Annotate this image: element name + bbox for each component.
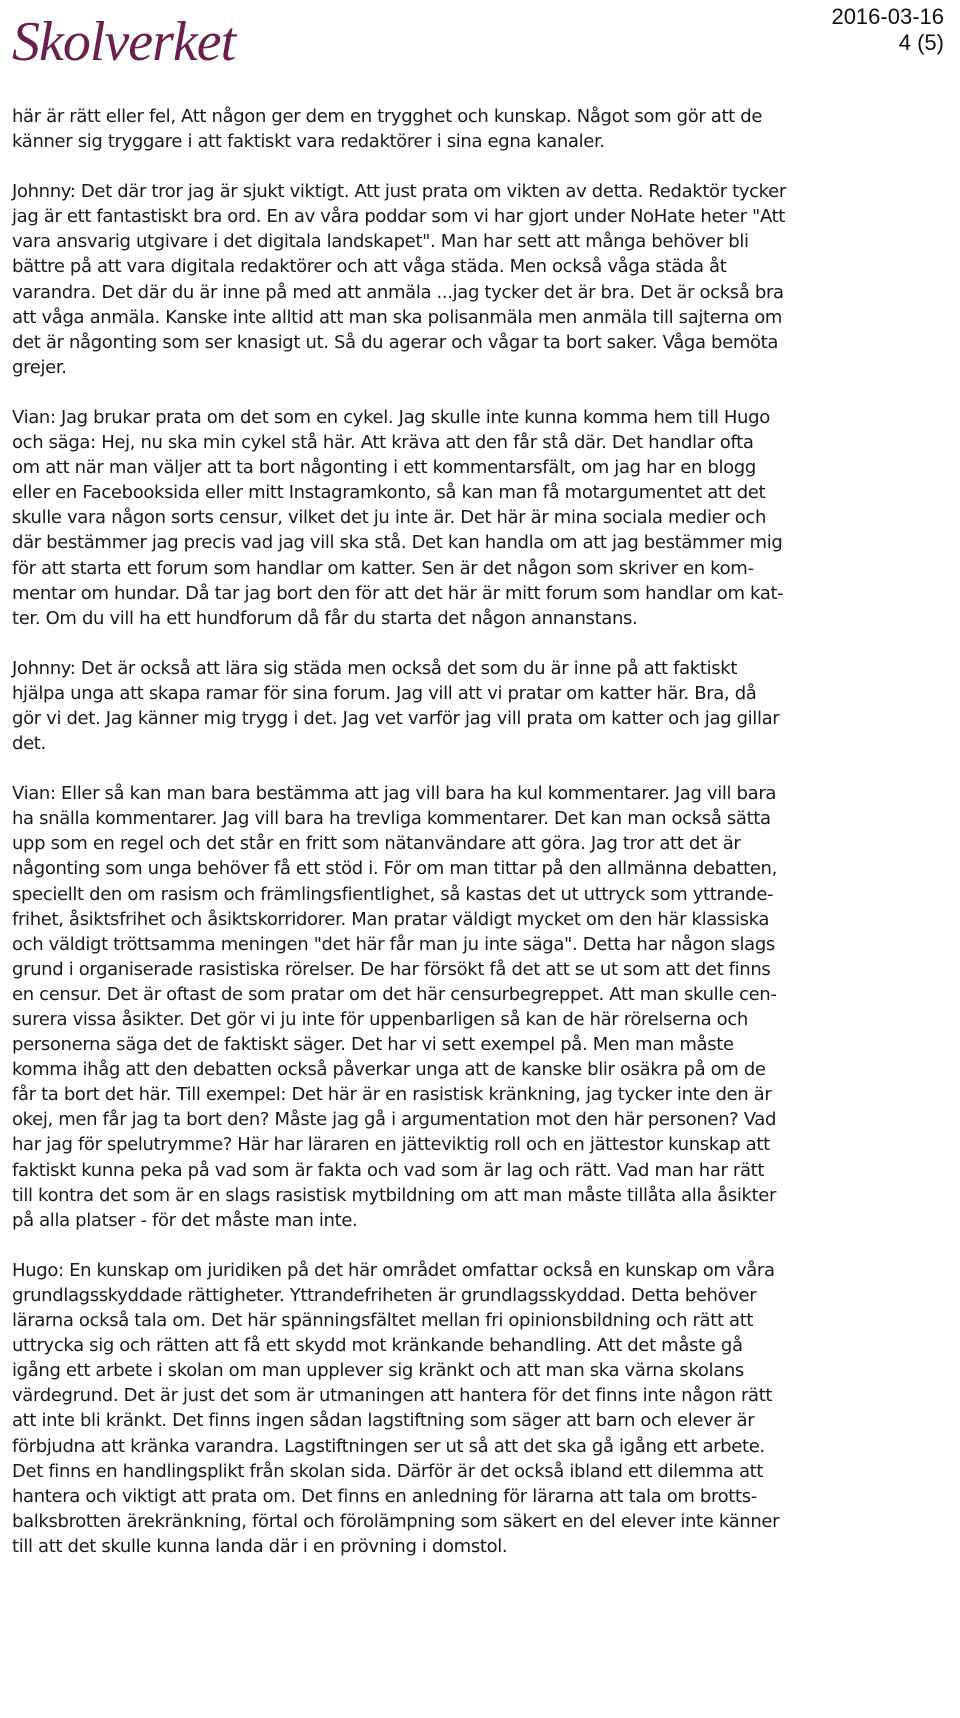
text-line: och säga: Hej, nu ska min cykel stå här. Att kräva att den får stå där. Det handlar ofta: [12, 432, 754, 454]
text-line: där bestämmer jag precis vad jag vill ska stå. Det kan handla om att jag bestämmer mig: [12, 532, 783, 554]
text-line: förbjudna att kränka varandra. Lagstiftningen ser ut så att det ska gå igång ett arbete.: [12, 1435, 765, 1457]
text-line: en censur. Det är oftast de som pratar om det här censurbegreppet. Att man skulle cen-: [12, 983, 777, 1005]
text-line: gör vi det. Jag känner mig trygg i det. Jag vet varför jag vill prata om katter och jag gillar: [12, 707, 780, 729]
paragraph: [12, 179, 950, 380]
text-line: någonting som unga behöver få ett stöd i. För om man tittar på den allmänna debatten,: [12, 858, 777, 880]
text-line: får ta bort det här. Till exempel: Det här är en rasistisk kränkning, jag tycker inte den är: [12, 1084, 772, 1106]
text-line: har jag för spelutrymme? Här har läraren en jätteviktig roll och en jättestor kunskap att: [12, 1134, 770, 1156]
text-line: värdegrund. Det är just det som är utmaningen att hantera för det finns inte någon rätt: [12, 1385, 773, 1407]
text-line: ha snälla kommentarer. Jag vill bara ha trevliga kommentarer. Det kan man också sätta: [12, 808, 771, 830]
text-line: Johnny: Det är också att lära sig städa men också det som du är inne på att faktiskt: [12, 657, 738, 679]
text-line: mentar om hundar. Då tar jag bort den för att det här är mitt forum som handlar om kat-: [12, 582, 784, 604]
text-line: ter. Om du vill ha ett hundforum då får du starta det någon annanstans.: [12, 607, 638, 629]
text-line: på alla platser - för det måste man inte.: [12, 1209, 358, 1231]
text-line: surera vissa åsikter. Det gör vi ju inte för uppenbarligen så kan de här rörelserna och: [12, 1009, 748, 1030]
text-line: varandra. Det där du är inne på med att anmäla ...jag tycker det är bra. Det är också bra: [12, 281, 784, 303]
text-line: personerna säga det de faktiskt säger. Det har vi sett exempel på. Men man måste: [12, 1034, 734, 1056]
text-line: att inte bli kränkt. Det finns ingen sådan lagstiftning som säger att barn och elever är: [12, 1410, 755, 1432]
page-number: 4 (5): [898, 30, 944, 55]
text-line: okej, men får jag ta bort den? Måste jag gå i argumentation mot den här personen? Vad: [12, 1109, 777, 1131]
text-line: vara ansvarig utgivare i det digitala landskapet". Man har sett att många behöver bli: [12, 231, 749, 253]
text-line: Hugo: En kunskap om juridiken på det här området omfattar också en kunskap om våra: [12, 1259, 775, 1281]
text-line: här är rätt eller fel, Att någon ger dem en trygghet och kunskap. Något som gör att de: [12, 106, 763, 127]
text-line: lärarna också tala om. Det här spänningsfältet mellan fri opinionsbildning och rätt att: [12, 1310, 754, 1332]
text-line: hjälpa unga att skapa ramar för sina forum. Jag vill att vi pratar om katter här. Bra, då: [12, 682, 757, 704]
text-line: upp som en regel och det står en fritt som nätanvändare att göra. Jag tror att det är: [12, 833, 741, 855]
text-line: skulle vara någon sorts censur, vilket det ju inte är. Det här är mina sociala medier och: [12, 507, 767, 529]
text-line: hantera och viktigt att prata om. Det finns en anledning för lärarna att tala om brotts-: [12, 1485, 757, 1507]
text-line: bättre på att vara digitala redaktörer och att våga städa. Men också våga städa åt: [12, 256, 727, 278]
text-line: komma ihåg att den debatten också påverkar unga att de kanske blir osäkra på om de: [12, 1059, 766, 1081]
text-line: grund i organiserade rasistiska rörelser. De har försökt få det att se ut som att det finns: [12, 958, 771, 980]
text-line: Vian: Eller så kan man bara bestämma att jag vill bara ha kul kommentarer. Jag vill bara: [12, 783, 777, 805]
text-line: jag är ett fantastiskt bra ord. En av våra poddar som vi har gjort under NoHate heter "Att: [12, 206, 786, 228]
paragraph: [12, 781, 950, 1233]
text-line: grundlagsskyddade rättigheter. Yttrandefriheten är grundlagsskyddad. Detta behöver: [12, 1284, 757, 1306]
text-line: Det finns en handlingsplikt från skolan sida. Därför är det också ibland ett dilemma att: [12, 1460, 764, 1482]
paragraph: [12, 104, 950, 154]
text-line: om att när man väljer att ta bort någonting i ett kommentarsfält, om jag har en blogg: [12, 457, 756, 479]
document-body: [12, 104, 950, 1584]
document-date: 2016-03-16: [831, 4, 944, 29]
skolverket-logo: [10, 2, 275, 78]
text-line: till kontra det som är en slags rasistisk mytbildning om att man måste tillåta alla åsikter: [12, 1184, 777, 1206]
text-line: Vian: Jag brukar prata om det som en cykel. Jag skulle inte kunna komma hem till Hugo: [12, 406, 770, 428]
text-line: eller en Facebooksida eller mitt Instagramkonto, så kan man få motargumentet att det: [12, 482, 766, 504]
text-line: igång ett arbete i skolan om man upplever sig kränkt och att man ska värna skolans: [12, 1360, 744, 1382]
text-line: till att det skulle kunna landa där i en prövning i domstol.: [12, 1535, 508, 1557]
text-line: balksbrotten ärekränkning, förtal och förolämpning som säkert en del elever inte känner: [12, 1510, 780, 1532]
paragraph: [12, 656, 950, 756]
text-line: grejer.: [12, 356, 67, 378]
paragraph: [12, 1258, 950, 1559]
header-meta: [831, 4, 944, 56]
text-line: det.: [12, 733, 46, 755]
text-line: och väldigt tröttsamma meningen "det här får man ju inte säga". Detta har någon slags: [12, 933, 775, 955]
page-header: [0, 0, 960, 80]
svg-text:Skolverket: Skolverket: [12, 11, 236, 73]
text-line: Johnny: Det där tror jag är sjukt viktigt. Att just prata om vikten av detta. Redaktör tycker: [12, 181, 786, 203]
text-line: för att starta ett forum som handlar om katter. Sen är det någon som skriver en kom-: [12, 557, 754, 579]
text-line: att våga anmäla. Kanske inte alltid att man ska polisanmäla men anmäla till sajterna om: [12, 306, 783, 328]
text-line: det är någonting som ser knasigt ut. Så du agerar och vågar ta bort saker. Våga bemöta: [12, 331, 779, 353]
text-line: känner sig tryggare i att faktiskt vara redaktörer i sina egna kanaler.: [12, 131, 605, 153]
text-line: frihet, åsiktsfrihet och åsiktskorridorer. Man pratar väldigt mycket om den här klassiska: [12, 908, 770, 930]
text-line: speciellt den om rasism och främlingsfientlighet, så kastas det ut uttryck som yttrande-: [12, 883, 774, 905]
paragraph: [12, 405, 950, 631]
text-line: faktiskt kunna peka på vad som är fakta och vad som är lag och rätt. Vad man har rätt: [12, 1159, 765, 1181]
text-line: uttrycka sig och rätten att få ett skydd mot kränkande behandling. Att det måste gå: [12, 1335, 743, 1357]
